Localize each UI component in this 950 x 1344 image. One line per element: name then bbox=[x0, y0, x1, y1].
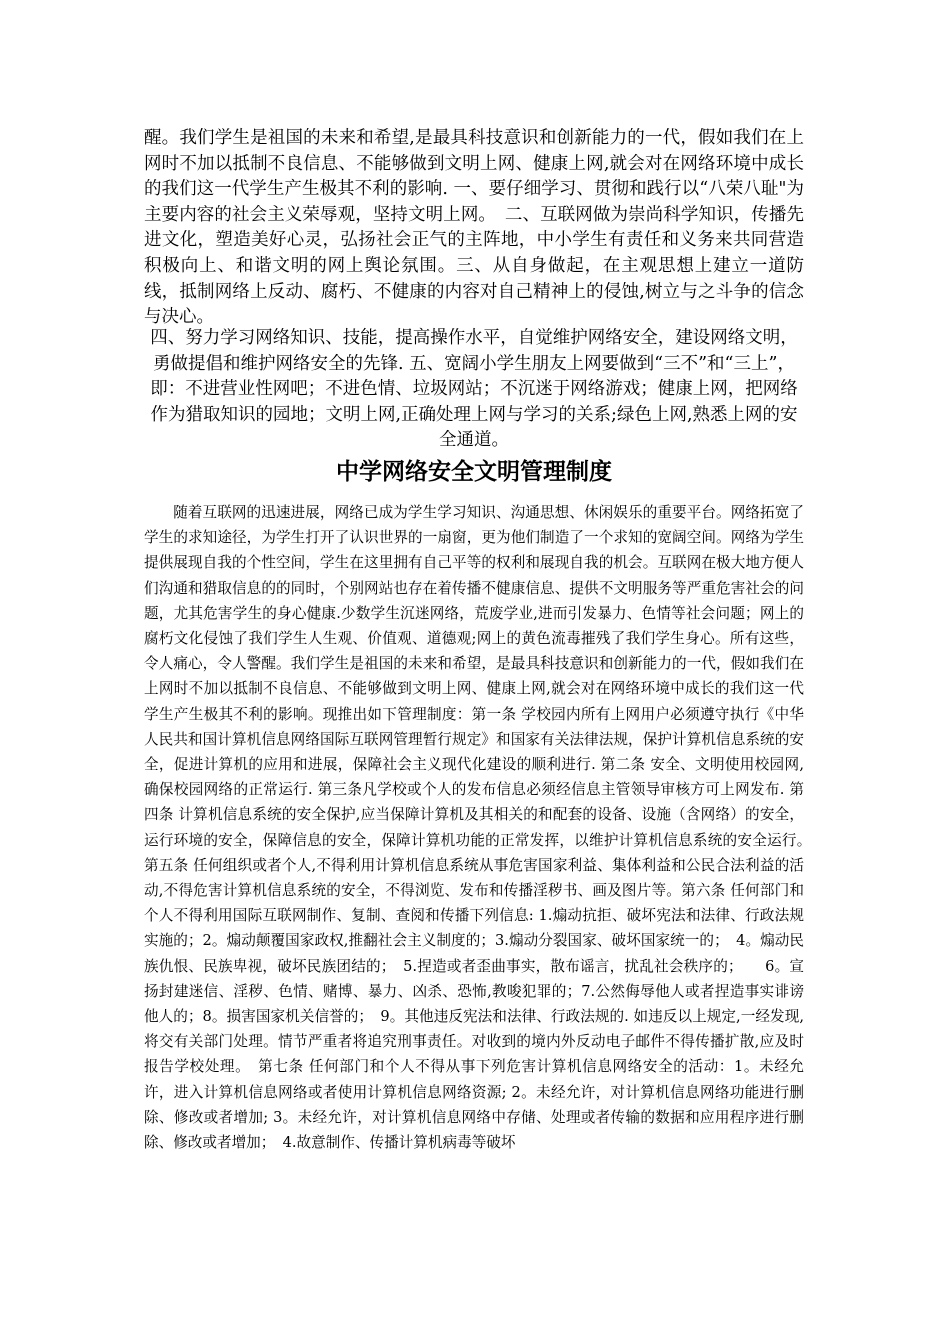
paragraph-top: 醒。我们学生是祖国的未来和希望,是最具科技意识和创新能力的一代，假如我们在上网时不加以抵制不良信息、不能够做到文明上网、健康上网,就会对在网络环境中成长的我们这一代学生产生极其不利的影响. 一、要仔细学习、贯彻和践行以“八荣八耻"为主要内容的社会主义荣辱观，坚持文明上网。 二、互联网做为崇尚科学知识，传播先进文化，塑造美好心灵，弘扬社会正气的主阵地，中小学生有责任和义务来共同营造积极向上、和谐文明的网上舆论氛围。三、从自身做起，在主观思想上建立一道防线，抵制网络上反动、腐朽、不健康的内容对自己精神上的侵蚀,树立与之斗争的信念与决心。 bbox=[144, 128, 804, 328]
document-title: 中学网络安全文明管理制度 bbox=[336, 459, 612, 485]
paragraph-body: 随着互联网的迅速进展，网络已成为学生学习知识、沟通思想、休闲娱乐的重要平台。网络拓宽了学生的求知途径，为学生打开了认识世界的一扇窗，更为他们制造了一个求知的宽阔空间。网络为学生提供展现自我的个性空间，学生在这里拥有自己平等的权利和展现自我的机会。互联网在极大地方便人们沟通和猎取信息的的同时，个别网站也存在着传播不健康信息、提供不文明服务等严重危害社会的问题，尤其危害学生的身心健康.少数学生沉迷网络，荒废学业,进而引发暴力、色情等社会问题；网上的腐朽文化侵蚀了我们学生人生观、价值观、道德观;网上的黄色流毒摧残了我们学生身心。所有这些，令人痛心，令人警醒。我们学生是祖国的未来和希望，是最具科技意识和创新能力的一代，假如我们在上网时不加以抵制不良信息、不能够做到文明上网、健康上网,就会对在网络环境中成长的我们这一代学生产生极其不利的影响。现推出如下管理制度：第一条 学校园内所有上网用户必须遵守执行《中华人民共和国计算机信息网络国际互联网管理暂行规定》和国家有关法律法规，保护计算机信息系统的安全，促进计算机的应用和进展，保障社会主义现代化建设的顺利进行. 第二条 安全、文明使用校园网,确保校园网络的正常运行. 第三条凡学校或个人的发布信息必须经信息主管领导审核方可上网发布. 第四条 计算机信息系统的安全保护,应当保障计算机及其相关的和配套的设备、设施（含网络）的安全，运行环境的安全，保障信息的安全，保障计算机功能的正常发挥，以维护计算机信息系统的安全运行。 第五条 任何组织或者个人,不得利用计算机信息系统从事危害国家利益、集体利益和公民合法利益的活动,不得危害计算机信息系统的安全，不得浏览、发布和传播淫秽书、画及图片等。第六条 任何部门和个人不得利用国际互联网制作、复制、查阅和传播下列信息: 1.煽动抗拒、破坏宪法和法律、行政法规实施的；2。煽动颠覆国家政权,推翻社会主义制度的；3.煽动分裂国家、破坏国家统一的； 4。煽动民族仇恨、民族卑视，破坏民族团结的； 5.捏造或者歪曲事实，散布谣言，扰乱社会秩序的； 6。宣扬封建迷信、淫秽、色情、赌博、暴力、凶杀、恐怖,教唆犯罪的；7.公然侮辱他人或者捏造事实诽谤他人的；8。损害国家机关信誉的； 9。其他违反宪法和法律、行政法规的. 如违反以上规定,一经发现,将交有关部门处理。情节严重者将追究刑事责任。对收到的境内外反动电子邮件不得传播扩散,应及时报告学校处理。 第七条 任何部门和个人不得从事下列危害计算机信息网络安全的活动：1。未经允许，进入计算机信息网络或者使用计算机信息网络资源; 2。未经允许，对计算机信息网络功能进行删除、修改或者增加; 3。未经允许，对计算机信息网络中存储、处理或者传输的数据和应用程序进行删除、修改或者增加； 4.故意制作、传播计算机病毒等破坏 bbox=[144, 504, 819, 1152]
paragraph-centered: 四、努力学习网络知识、技能，提高操作水平，自觉维护网络安全，建设网络文明，勇做提倡和维护网络安全的先锋. 五、宽阔小学生朋友上网要做到“三不”和“三上”，即：不进营业性网吧；不进色情、垃圾网站；不沉迷于网络游戏；健康上网，把网络作为猎取知识的园地；文明上网,正确处理上网与学习的关系;绿色上网,熟悉上网的安全通道。 bbox=[150, 328, 798, 451]
